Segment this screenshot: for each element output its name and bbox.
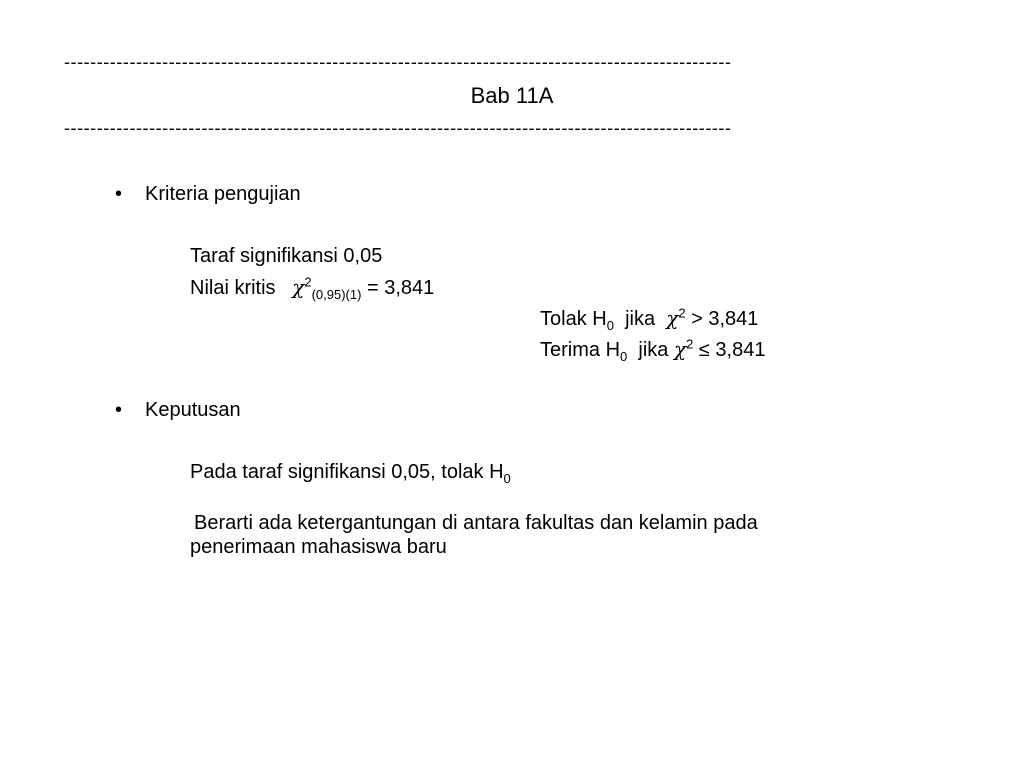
- taraf-signifikansi-line: Taraf signifikansi 0,05: [190, 245, 383, 267]
- bullet-keputusan: [115, 398, 241, 422]
- slide-title: Bab 11A: [470, 83, 554, 108]
- tolak-line: [540, 306, 758, 331]
- h-subscript: 0: [606, 318, 614, 333]
- terima-value: ≤ 3,841: [698, 339, 766, 361]
- nilai-kritis-line: [190, 275, 434, 300]
- h-subscript: 0: [503, 471, 511, 486]
- tolak-jika: jika: [625, 308, 656, 330]
- chi-exponent: 2: [304, 274, 312, 290]
- terima-label: Terima H: [540, 339, 621, 361]
- conclusion-paragraph: [190, 511, 890, 559]
- chi-symbol: χ: [666, 306, 679, 330]
- terima-jika: jika: [638, 339, 669, 361]
- bullet-kriteria: [115, 182, 301, 206]
- conclusion-line-2: penerimaan mahasiswa baru: [190, 536, 447, 558]
- bullet-dot: •: [115, 183, 123, 205]
- nilai-kritis-value: = 3,841: [367, 277, 435, 299]
- nilai-kritis-label: Nilai kritis: [190, 277, 276, 299]
- heading-keputusan: Keputusan: [145, 399, 241, 421]
- chi-subscript: (0,95)(1): [311, 287, 362, 302]
- tolak-label: Tolak H: [540, 308, 607, 330]
- chi-exponent: 2: [678, 305, 686, 321]
- top-dashed-rule: ------------------------------------------------------------------------------------------------------: [64, 52, 732, 72]
- h-subscript: 0: [620, 349, 628, 364]
- pada-taraf-line: [190, 460, 511, 484]
- chi-symbol: χ: [673, 337, 687, 361]
- pada-taraf-text: Pada taraf signifikansi 0,05, tolak H: [190, 461, 504, 483]
- chi-symbol: χ: [292, 275, 305, 299]
- conclusion-line-1: Berarti ada ketergantungan di antara fakultas dan kelamin pada: [194, 512, 758, 534]
- bullet-dot: •: [115, 399, 123, 421]
- tolak-value: > 3,841: [691, 308, 759, 330]
- terima-line: [540, 337, 765, 362]
- heading-kriteria: Kriteria pengujian: [145, 183, 301, 205]
- bottom-dashed-rule: ------------------------------------------------------------------------------------------------------: [64, 118, 732, 138]
- chi-exponent: 2: [686, 336, 694, 352]
